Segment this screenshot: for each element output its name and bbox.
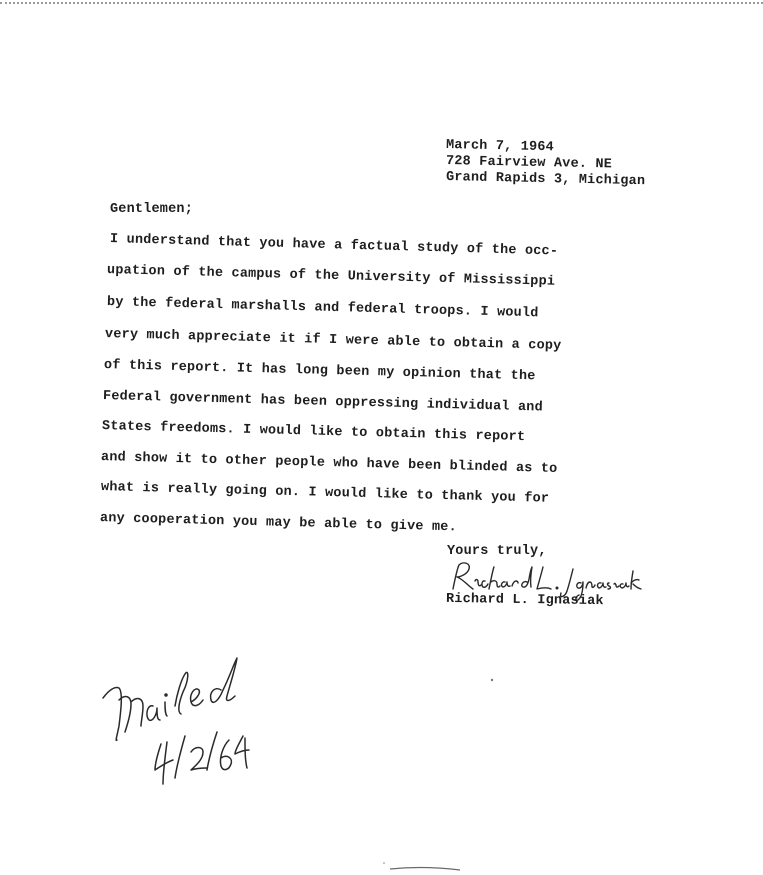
handwritten-mailed-annotation bbox=[95, 640, 255, 800]
header-date: March 7, 1964 bbox=[445, 138, 555, 156]
closing: Yours truly, bbox=[447, 544, 547, 559]
letter-header bbox=[445, 138, 646, 190]
body-line-8: and show it to other people who have been blinded as to bbox=[100, 450, 558, 477]
scan-smudge bbox=[380, 855, 470, 875]
typed-name: Richard L. Ignasiak bbox=[445, 591, 604, 610]
body-line-7: States freedoms. I would like to obtain this report bbox=[101, 419, 526, 446]
header-street: 728 Fairview Ave. NE bbox=[445, 154, 613, 173]
body-line-5: of this report. It has long been my opinion that the bbox=[103, 358, 536, 385]
salutation: Gentlemen; bbox=[110, 202, 194, 217]
body-line-1: I understand that you have a factual study of the occ- bbox=[109, 232, 559, 260]
body-line-4: very much appreciate it if I were able to obtain a copy bbox=[104, 327, 562, 354]
body-line-6: Federal government has been oppressing individual and bbox=[102, 389, 544, 416]
body-line-2: upation of the campus of the University of Mississippi bbox=[106, 263, 556, 290]
scan-top-border bbox=[0, 2, 763, 4]
body-line-10: any cooperation you may be able to give me. bbox=[99, 511, 458, 536]
scan-speck bbox=[488, 676, 496, 684]
body-line-3: by the federal marshalls and federal troops. I would bbox=[106, 295, 539, 322]
header-city: Grand Rapids 3, Michigan bbox=[445, 170, 646, 190]
body-line-9: what is really going on. I would like to thank you for bbox=[100, 480, 550, 507]
